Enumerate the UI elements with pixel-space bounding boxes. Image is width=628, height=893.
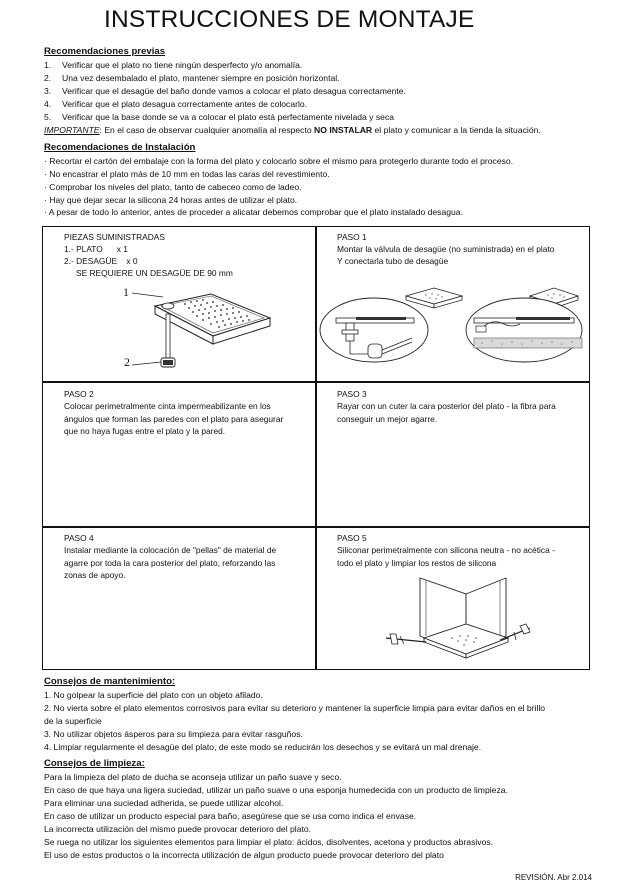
grid-divider [42,526,590,528]
paso3-line: conseguir un mejor agarre. [337,414,438,424]
piezas-line: SE REQUIERE UN DESAGÜE DE 90 mm [76,268,233,278]
previas-heading: Recomendaciones previas [44,46,166,57]
piezas-line: 2.- DESAGÜE x 0 [64,256,138,266]
paso3-heading: PASO 3 [337,389,367,399]
previas-item: 3. Verificar que el desagüe del baño donde vamos a colocar el plato desagua correctamente. [44,86,406,96]
mantenimiento-line: 3. No utilizar objetos ásperos para su limpieza para evitar rasguños. [44,729,303,739]
callout-desague: 2 [124,355,130,369]
instalacion-item: · Hay que dejar secar la silicona 24 horas antes de utilizar el plato. [44,195,298,205]
instalacion-item: · A pesar de todo lo anterior, antes de proceder a alicatar debemos comprobar que el plato instalado desagua. [44,207,463,217]
paso5-heading: PASO 5 [337,533,367,543]
revision-label: REVISIÓN. Abr 2.014 [515,873,592,882]
limpieza-line: Para la limpieza del plato de ducha se aconseja utilizar un paño suave y seco. [44,772,342,782]
paso4-heading: PASO 4 [64,533,94,543]
limpieza-heading: Consejos de limpieza: [44,758,145,769]
paso3-line: Rayar con un cuter la cara posterior del plato - la fibra para [337,401,556,411]
limpieza-line: En caso de utilizar un producto especial para baño, asegúrese que se usa como indica el envase. [44,811,417,821]
previas-item: 5. Verificar que la base donde se va a colocar el plato está perfectamente nivelada y seca [44,112,395,122]
instalacion-item: · No encastrar el plato más de 10 mm en todas las caras del revestimiento. [44,169,330,179]
paso4-line: zonas de apoyo. [64,570,126,580]
mantenimiento-heading: Consejos de mantenimiento: [44,676,176,687]
paso2-line: ángulos que forman las paredes con el plato para asegurar [64,414,284,424]
mantenimiento-line: 1. No golpear la superficie del plato con un objeto afilado. [44,690,263,700]
callout-plato: 1 [123,285,129,299]
limpieza-line: Para eliminar una suciedad adherida, se puede utilizar alcohol. [44,798,284,808]
paso2-heading: PASO 2 [64,389,94,399]
limpieza-line: La incorrecta utilización del mismo puede provocar deterioro del plato. [44,824,312,834]
paso5-line: todo el plato y limpiar los restos de silicona [337,558,497,568]
shower-tray-illustration [125,284,285,380]
piezas-heading: PIEZAS SUMINISTRADAS [64,232,165,242]
page-title: INSTRUCCIONES DE MONTAJE [104,6,475,33]
paso1-heading: PASO 1 [337,232,367,242]
paso4-line: agarre por toda la cara posterior del plato, reforzando las [64,558,276,568]
paso4-line: Instalar mediante la colocación de "pellas" de material de [64,545,277,555]
previas-item: 4. Verificar que el plato desagua correctamente antes de colocarlo. [44,99,308,109]
instalacion-item: · Recortar el cartón del embalaje con la forma del plato y colocarlo sobre el mismo para protegerlo durante todo el proceso. [44,156,514,166]
paso5-illustration [380,578,540,666]
limpieza-line: Se ruega no utilizar los siguientes elementos para limpiar el plato: ácidos, disolventes, acetona y productos abrasivos. [44,837,494,847]
mantenimiento-line: de la superficie [44,716,102,726]
previas-item: 2. Una vez desembalado el plato, mantener siempre en posición horizontal. [44,73,340,83]
piezas-line: 1.- PLATO x 1 [64,244,128,254]
previas-item: 1. Verificar que el plato no tiene ningún desperfecto y/o anomalía. [44,60,303,70]
paso2-line: Colocar perimetralmente cinta impermeabilizante en los [64,401,271,411]
instalacion-item: · Comprobar los niveles del plato, tanto de cabeceo como de ladeo. [44,182,302,192]
paso1-line: Montar la válvula de desagüe (no suministrada) en el plato [337,244,555,254]
limpieza-line: En caso de que haya una ligera suciedad, utilizar un paño suave o una esponja humedecida con un producto de limpieza. [44,785,508,795]
paso5-line: Siliconar perimetralmente con silicona neutra - no acética - [337,545,555,555]
important-note: IMPORTANTE: En el caso de observar cualquier anomalía al respecto NO INSTALAR el plato y comunicar a la tienda la situación. [44,125,541,135]
paso1-line: Y conectarla tubo de desagüe [337,256,449,266]
instalacion-heading: Recomendaciones de Instalación [44,142,196,153]
mantenimiento-line: 4. Limpiar regularmente el desagüe del plato, de este modo se reducirán los desechos y se evitará un mal drenaje. [44,742,482,752]
grid-divider [42,381,590,383]
limpieza-line: El uso de estos productos o la incorrecta utilización de algun producto puede provocar deterioro del plato [44,850,444,860]
paso2-line: que no haya fugas entre el plato y la pared. [64,426,226,436]
mantenimiento-line: 2. No vierta sobre el plato elementos corrosivos para evitar su deterioro y mantener la superficie limpia para evitar daños en el brillo [44,703,546,713]
paso1-illustration [316,278,588,378]
